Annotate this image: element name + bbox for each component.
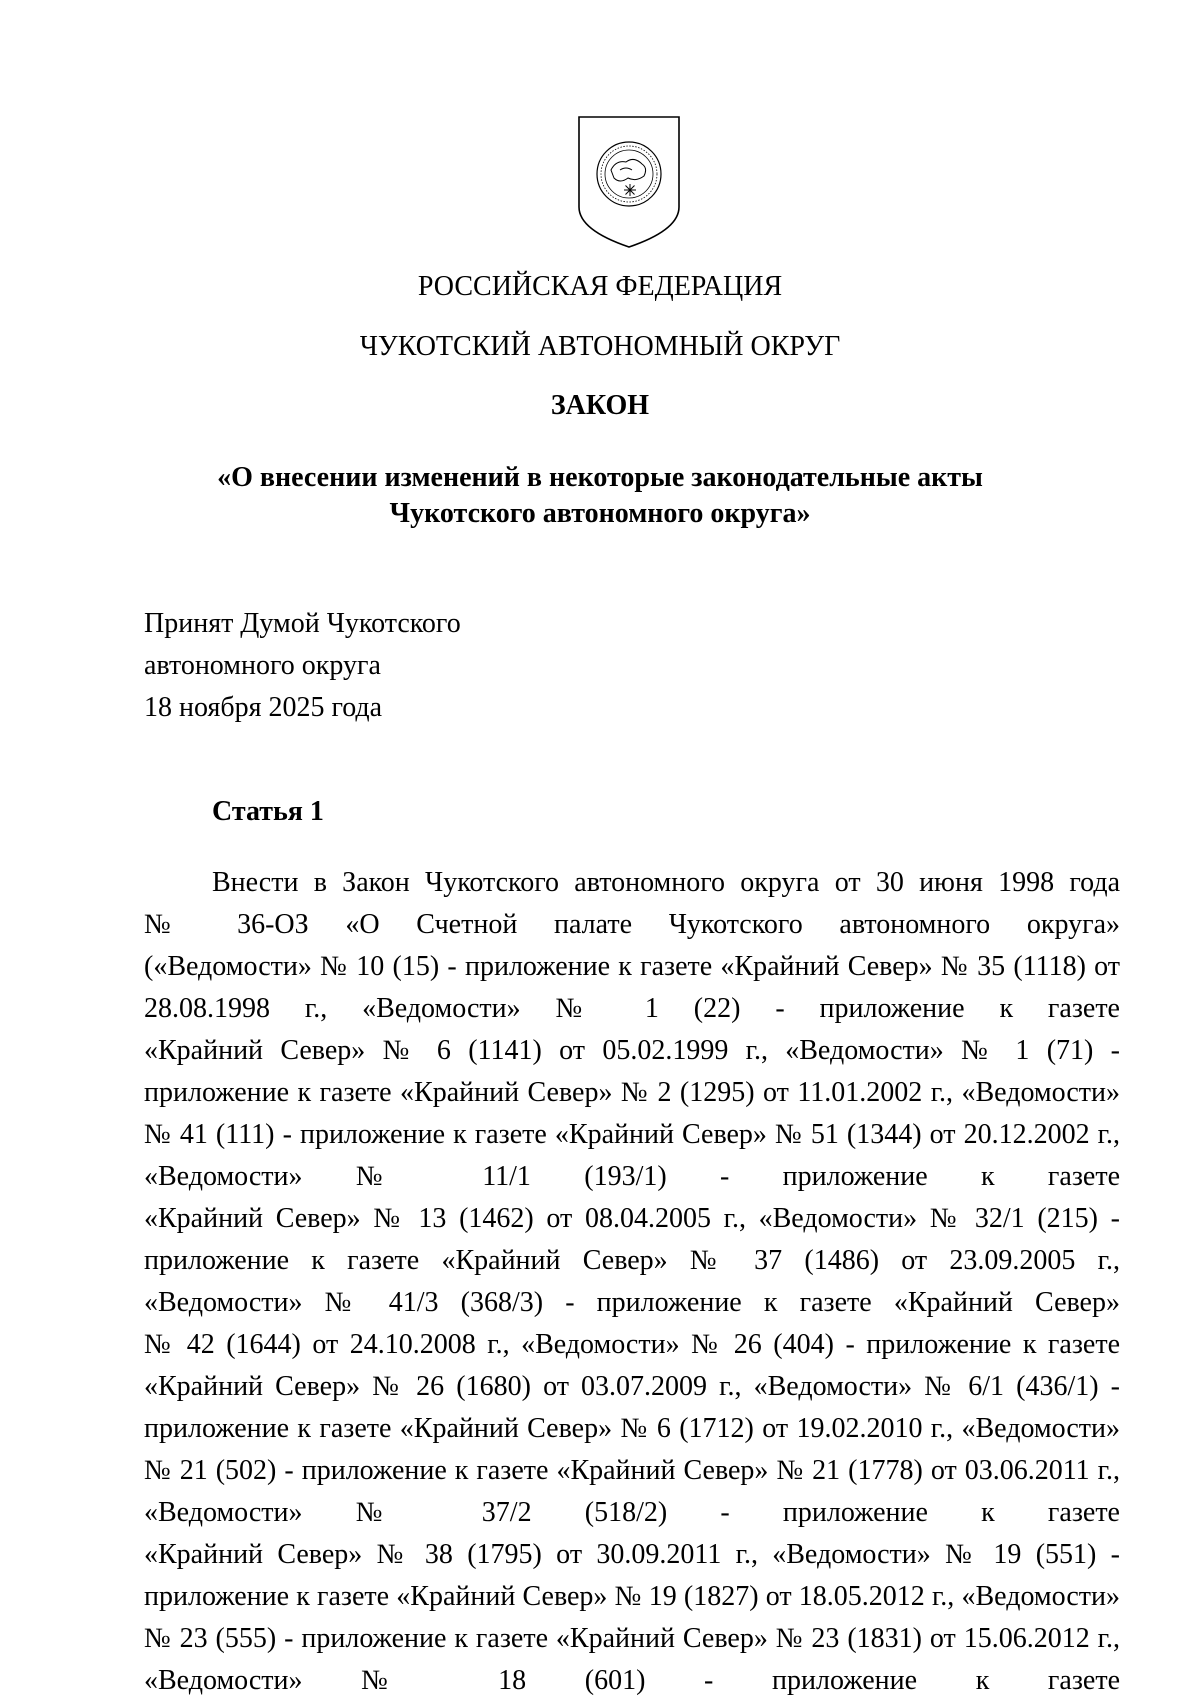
body-line: приложение к газете «Крайний Север» № 19 (1827) от 18.05.2012 г., «Ведомости» [144, 1581, 1120, 1612]
law-title [0, 460, 1200, 532]
body-line: «Крайний Север» № 6 (1141) от 05.02.1999 г., «Ведомости» № 1 (71) - [144, 1035, 1120, 1066]
body-line: «Ведомости» № 37/2 (518/2) - приложение к газете [144, 1497, 1120, 1528]
body-line: № 23 (555) - приложение к газете «Крайний Север» № 23 (1831) от 15.06.2012 г., [144, 1623, 1120, 1654]
adoption-line: Принят Думой Чукотского [144, 608, 461, 639]
body-line: приложение к газете «Крайний Север» № 37 (1486) от 23.09.2005 г., [144, 1245, 1120, 1276]
body-line: «Крайний Север» № 38 (1795) от 30.09.2011 г., «Ведомости» № 19 (551) - [144, 1539, 1120, 1570]
body-line: Внести в Закон Чукотского автономного округа от 30 июня 1998 года [212, 867, 1120, 898]
body-line: № 21 (502) - приложение к газете «Крайний Север» № 21 (1778) от 03.06.2011 г., [144, 1455, 1120, 1486]
adoption-date: 18 ноября 2025 года [144, 692, 383, 723]
adoption-line: автономного округа [144, 650, 381, 681]
body-line: «Крайний Север» № 26 (1680) от 03.07.2009 г., «Ведомости» № 6/1 (436/1) - [144, 1371, 1120, 1402]
body-line: «Ведомости» № 11/1 (193/1) - приложение к газете [144, 1161, 1120, 1192]
region-heading: ЧУКОТСКИЙ АВТОНОМНЫЙ ОКРУГ [359, 331, 841, 362]
body-line: («Ведомости» № 10 (15) - приложение к газете «Крайний Север» № 35 (1118) от [144, 951, 1120, 982]
body-line: № 41 (111) - приложение к газете «Крайний Север» № 51 (1344) от 20.12.2002 г., [144, 1119, 1120, 1150]
adoption-block [144, 603, 461, 729]
document-type-heading: ЗАКОН [550, 390, 650, 421]
body-line: «Ведомости» № 18 (601) - приложение к газете [144, 1665, 1120, 1696]
law-title-line: «О внесении изменений в некоторые законодательные акты [217, 462, 983, 493]
body-line: № 42 (1644) от 24.10.2008 г., «Ведомости» № 26 (404) - приложение к газете [144, 1329, 1120, 1360]
body-line: «Крайний Север» № 13 (1462) от 08.04.2005 г., «Ведомости» № 32/1 (215) - [144, 1203, 1120, 1234]
article-heading: Статья 1 [212, 796, 324, 827]
article-body [144, 862, 1120, 1702]
body-line: «Ведомости» № 41/3 (368/3) - приложение к газете «Крайний Север» [144, 1287, 1120, 1318]
body-line: приложение к газете «Крайний Север» № 6 (1712) от 19.02.2010 г., «Ведомости» [144, 1413, 1120, 1444]
body-line: № 36-ОЗ «О Счетной палате Чукотского автономного округа» [144, 909, 1120, 940]
body-line: 28.08.1998 г., «Ведомости» № 1 (22) - приложение к газете [144, 993, 1120, 1024]
body-line: приложение к газете «Крайний Север» № 2 (1295) от 11.01.2002 г., «Ведомости» [144, 1077, 1120, 1108]
country-heading: РОССИЙСКАЯ ФЕДЕРАЦИЯ [417, 271, 783, 302]
law-title-line: Чукотского автономного округа» [389, 498, 811, 529]
coat-of-arms-icon [574, 112, 684, 252]
